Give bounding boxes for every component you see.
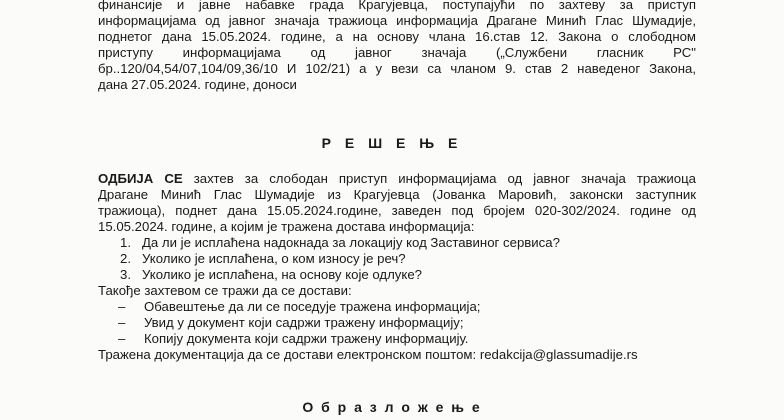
intro-line: финансије и јавне набавке града Крагујевца, поступајући по захтеву за приступ: [98, 0, 696, 12]
reasoning-title: О б р а з л о ж е њ е: [302, 399, 482, 415]
decision-line-rest: захтев за слободан приступ информацијама од јавног значаја тражиоца: [182, 171, 696, 186]
intro-paragraph: [98, 0, 696, 93]
list-item: – Копију документа који садржи тражену информацију.: [118, 331, 469, 346]
list-item: 2. Уколико је исплаћена, о ком износу је реч?: [120, 251, 406, 266]
decision-line: Драгане Минић Глас Шумадије из Крагујевца (Јованка Маровић, законски заступник: [98, 187, 696, 202]
intro-line: дана 27.05.2024. године, доноси: [98, 77, 297, 92]
list-item: 1. Да ли је исплаћена надокнада за локацију код Заставиног сервиса?: [120, 235, 560, 250]
deliverables-list: [118, 299, 480, 347]
intro-line: приступу информацијама од јавног значаја („Службени гласник РС": [98, 45, 696, 60]
questions-list: [120, 235, 560, 283]
decision-line-first: [98, 171, 696, 187]
also-requested-text: Такође захтевом се тражи да се достави:: [98, 283, 352, 298]
list-item: – Обавештење да ли се поседује тражена информација;: [118, 299, 481, 314]
decision-line: тражиоца), поднет дана 15.05.2024.године, заведен под бројем 020-302/2024. године од: [98, 203, 696, 218]
decision-line: 15.05.2024. године, а којим је тражена достава информација:: [98, 219, 475, 234]
intro-line: информацијама од јавног значаја тражиоца информација Драгане Минић Глас Шумадије,: [98, 13, 696, 28]
intro-line: бр..120/04,54/07,104/09,36/10 И 102/21) а у вези са чланом 9. став 2 наведеног Закона,: [98, 61, 696, 76]
decision-lead: ОДБИЈА СЕ: [98, 171, 183, 186]
list-item: 3. Уколико је исплаћена, на основу које одлуке?: [120, 267, 422, 282]
decision-paragraph: [98, 171, 696, 235]
delivery-note: Тражена документација да се достави електронском поштом: redakcija@glassumadije.rs: [98, 347, 638, 362]
list-item: – Увид у документ који садржи тражену информацију;: [118, 315, 464, 330]
decision-title: Р Е Ш Е Њ Е: [321, 135, 463, 151]
intro-line: поднетог дана 15.05.2024. године, а на основу члана 16.став 12. Закона о слободном: [98, 29, 696, 44]
